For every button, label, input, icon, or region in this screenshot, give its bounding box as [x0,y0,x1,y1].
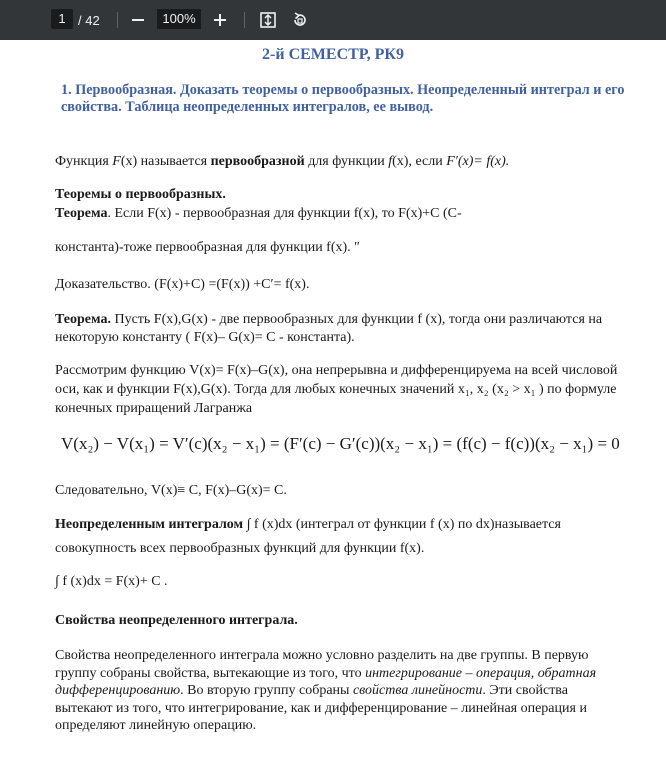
rotate-button[interactable] [286,6,314,34]
minus-icon [131,13,145,27]
document-page [0,40,666,773]
theorems-title: Теоремы о первообразных. [55,187,226,202]
properties-title: Свойства неопределенного интеграла. [55,613,298,628]
page-title: 2-й СЕМЕСТР, РК9 [262,46,404,63]
consequence-line: Следовательно, V(x)≡ C, F(x)–G(x)= C. [55,483,287,498]
indefinite-integral-continued: совокупность всех первообразных функций для функции f(x). [55,541,425,556]
zoom-out-button[interactable] [124,6,152,34]
theorem-1: Теорема. Если F(x) - первообразная для функции f(x), то F(x)+C (C- [55,206,462,221]
fit-page-icon [259,11,277,29]
indefinite-integral-formula: ∫ f (x)dx = F(x)+ C . [55,574,168,589]
section-heading: 1. Первообразная. Доказать теоремы о первообразных. Неопределенный интеграл и его свойства. Таблица неопределенных интегралов, ее вывод. [61,82,625,115]
definition-paragraph: Функция F(x) называется первообразной для функции f(x), если F′(x)= f(x). [55,154,510,169]
toolbar-divider [117,12,118,28]
indefinite-integral-definition: Неопределенным интегралом ∫ f (x)dx (интеграл от функции f (x) по dx)называется [55,517,561,532]
theorem-2: Теорема. Пусть F(x),G(x) - две первообразных для функции f (x), тогда они различаются на некоторую константу ( F(x)– G(x)= C - константа). [55,312,603,345]
pdf-toolbar [0,0,666,40]
theorem-1-continued: константа)-тоже первообразная для функции f(x). ″ [55,240,360,255]
toolbar-divider [244,12,245,28]
plus-icon [213,13,227,27]
consider-paragraph: Рассмотрим функцию V(x)= F(x)–G(x), она непрерывна и дифференцируема на всей числовой оси, как и функции F(x),G(x). Тогда для любых конечных значений x₁, x₂ (x₂ > x₁ ) по формуле конечных приращений Лагранжа [55,363,618,416]
page-number-input[interactable]: 1 [51,9,73,29]
zoom-input[interactable]: 100% [157,9,201,29]
zoom-in-button[interactable] [206,6,234,34]
page-total: / 42 [78,12,100,28]
rotate-icon [291,11,309,29]
fit-page-button[interactable] [254,6,282,34]
lagrange-formula: V(x₂) − V(x₁) = V′(c)(x₂ − x₁) = (F′(c) − G′(c))(x₂ − x₁) = (f(c) − f(c))(x₂ − x₁) = 0 [61,434,620,453]
properties-paragraph: Свойства неопределенного интеграла можно условно разделить на две группы. В первую группу собраны свойства, вытекающие из того, что интегрирование – операция, обратная дифференцированию. Во вторую группу собраны свойства линейности. Эти свойства вытекают из того, что интегрирование, как и дифференцирование – линейная операция и определяют линейную операцию. [55,648,597,733]
proof-line: Доказательство. (F(x)+C) =(F(x)) +C′= f(x). [55,277,310,292]
